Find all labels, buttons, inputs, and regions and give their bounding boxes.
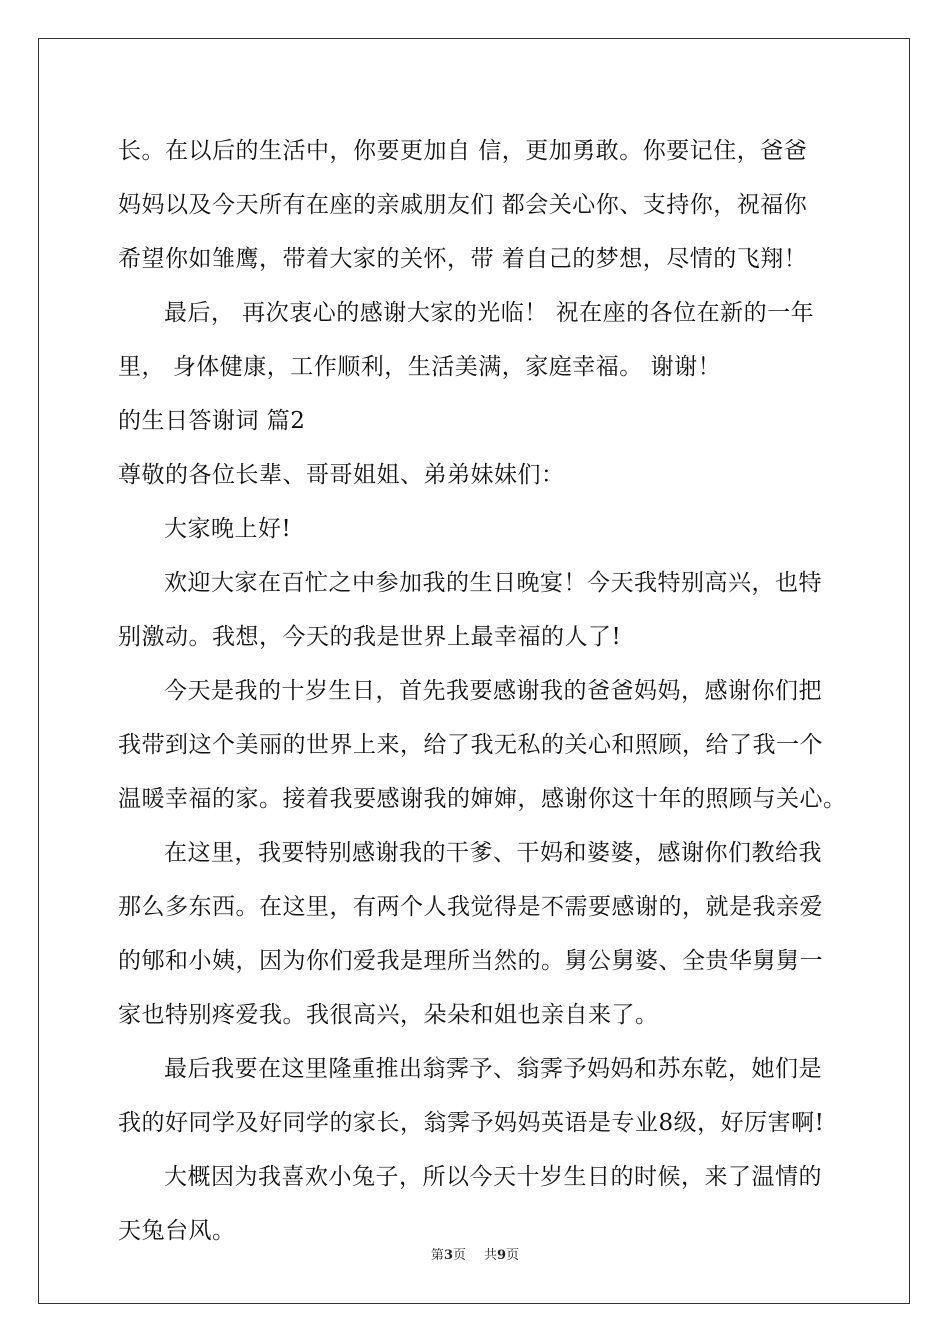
text-line: 家也特别疼爱我。我很高兴，朵朵和姐也亲自来了。 xyxy=(118,1002,659,1028)
greeting: 大家晚上好! xyxy=(164,516,292,542)
text-line: 大概因为我喜欢小兔子，所以今天十岁生日的时候，来了温情的 xyxy=(164,1164,822,1190)
page-footer xyxy=(0,1246,950,1266)
text-line: 我的好同学及好同学的家长，翁霁予妈妈英语是专业8级，好厉害啊! xyxy=(118,1110,825,1136)
text-line: 今天是我的十岁生日，首先我要感谢我的爸爸妈妈，感谢你们把 xyxy=(164,678,822,704)
page-prefix: 第 xyxy=(430,1248,444,1263)
section-heading: 的生日答谢词 篇2 xyxy=(118,408,306,434)
text-line: 别激动。我想，今天的我是世界上最幸福的人了! xyxy=(118,624,622,650)
page-number: 3 xyxy=(443,1248,453,1263)
page-suffix: 页 xyxy=(452,1248,466,1263)
text-line: 最后， 再次衷心的感谢大家的光临！ 祝在座的各位在新的一年 xyxy=(164,300,815,326)
text-line: 温暖幸福的家。接着我要感谢我的婶婶，感谢你这十年的照顾与关心。 xyxy=(118,786,847,812)
text-line: 长。在以后的生活中，你要更加自 信，更加勇敢。你要记住，爸爸 xyxy=(118,138,808,164)
text-line: 的郇和小姨，因为你们爱我是理所当然的。舅公舅婆、全贵华舅舅一 xyxy=(118,948,823,974)
text-line: 在这里，我要特别感谢我的干爹、干妈和婆婆，感谢你们教给我 xyxy=(164,840,822,866)
text-line: 我带到这个美丽的世界上来，给了我无私的关心和照顾，给了我一个 xyxy=(118,732,823,758)
text-line: 里， 身体健康，工作顺利，生活美满，家庭幸福。 谢谢！ xyxy=(118,354,722,380)
text-line: 妈妈以及今天所有在座的亲戚朋友们 都会关心你、支持你，祝福你 xyxy=(118,192,808,218)
salutation: 尊敬的各位长辈、哥哥姐姐、弟弟妹妹们： xyxy=(118,462,565,488)
document-body xyxy=(118,124,858,1258)
total-prefix: 共 xyxy=(484,1248,498,1263)
text-line: 希望你如雏鹰，带着大家的关怀，带 着自己的梦想，尽情的飞翔！ xyxy=(118,246,808,272)
total-suffix: 页 xyxy=(506,1248,520,1263)
text-line: 最后我要在这里隆重推出翁霁予、翁霁予妈妈和苏东乾，她们是 xyxy=(164,1056,822,1082)
text-line: 那么多东西。在这里，有两个人我觉得是不需要感谢的，就是我亲爱 xyxy=(118,894,823,920)
text-line: 欢迎大家在百忙之中参加我的生日晚宴！今天我特别高兴，也特 xyxy=(164,570,822,596)
total-pages: 9 xyxy=(497,1248,507,1263)
text-line: 天兔台风。 xyxy=(118,1218,236,1244)
